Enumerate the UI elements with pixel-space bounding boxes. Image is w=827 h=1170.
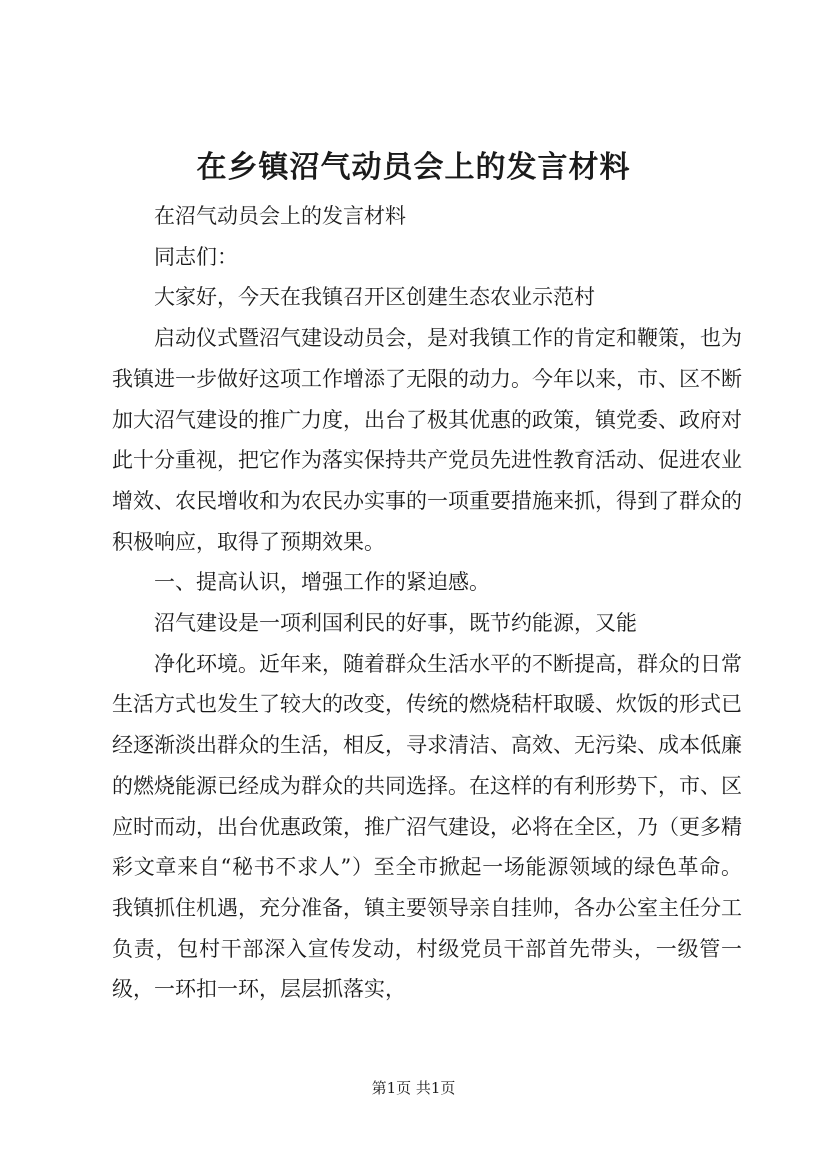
paragraph-section-1-lead: 沼气建设是一项利国利民的好事，既节约能源，又能 bbox=[154, 611, 637, 636]
document-title: 在乡镇沼气动员会上的发言材料 bbox=[196, 150, 631, 185]
paragraph-greeting: 大家好，今天在我镇召开区创建生态农业示范村 bbox=[154, 285, 595, 310]
page-footer: 第1页 共1页 bbox=[371, 1079, 456, 1097]
document-body bbox=[112, 196, 742, 1010]
section-heading-1: 一、提高认识，增强工作的紧迫感。 bbox=[154, 570, 490, 595]
paragraph-intro: 启动仪式暨沼气建设动员会，是对我镇工作的肯定和鞭策，也为我镇进一步做好这项工作增添了无限的动力。今年以来，市、区不断加大沼气建设的推广力度，出台了极其优惠的政策，镇党委、政府对此十分重视，把它作为落实保持共产党员先进性教育活动、促进农业增效、农民增收和为农民办实事的一项重要措施来抓，得到了群众的积极响应，取得了预期效果。 bbox=[112, 326, 742, 554]
paragraph-section-1-body: 净化环境。近年来，随着群众生活水平的不断提高，群众的日常生活方式也发生了较大的改变，传统的燃烧秸杆取暖、炊饭的形式已经逐渐淡出群众的生活，相反，寻求清洁、高效、无污染、成本低廉的燃烧能源已经成为群众的共同选择。在这样的有利形势下，市、区应时而动，出台优惠政策，推广沼气建设，必将在全区，乃（更多精彩文章来自“秘书不求人”）至全市掀起一场能源领域的绿色革命。我镇抓住机遇，充分准备，镇主要领导亲自挂帅，各办公室主任分工负责，包村干部深入宣传发动，村级党员干部首先带头，一级管一级，一环扣一环，层层抓落实， bbox=[112, 651, 742, 1002]
paragraph-subtitle: 在沼气动员会上的发言材料 bbox=[154, 204, 406, 228]
paragraph-salutation: 同志们： bbox=[154, 244, 238, 269]
